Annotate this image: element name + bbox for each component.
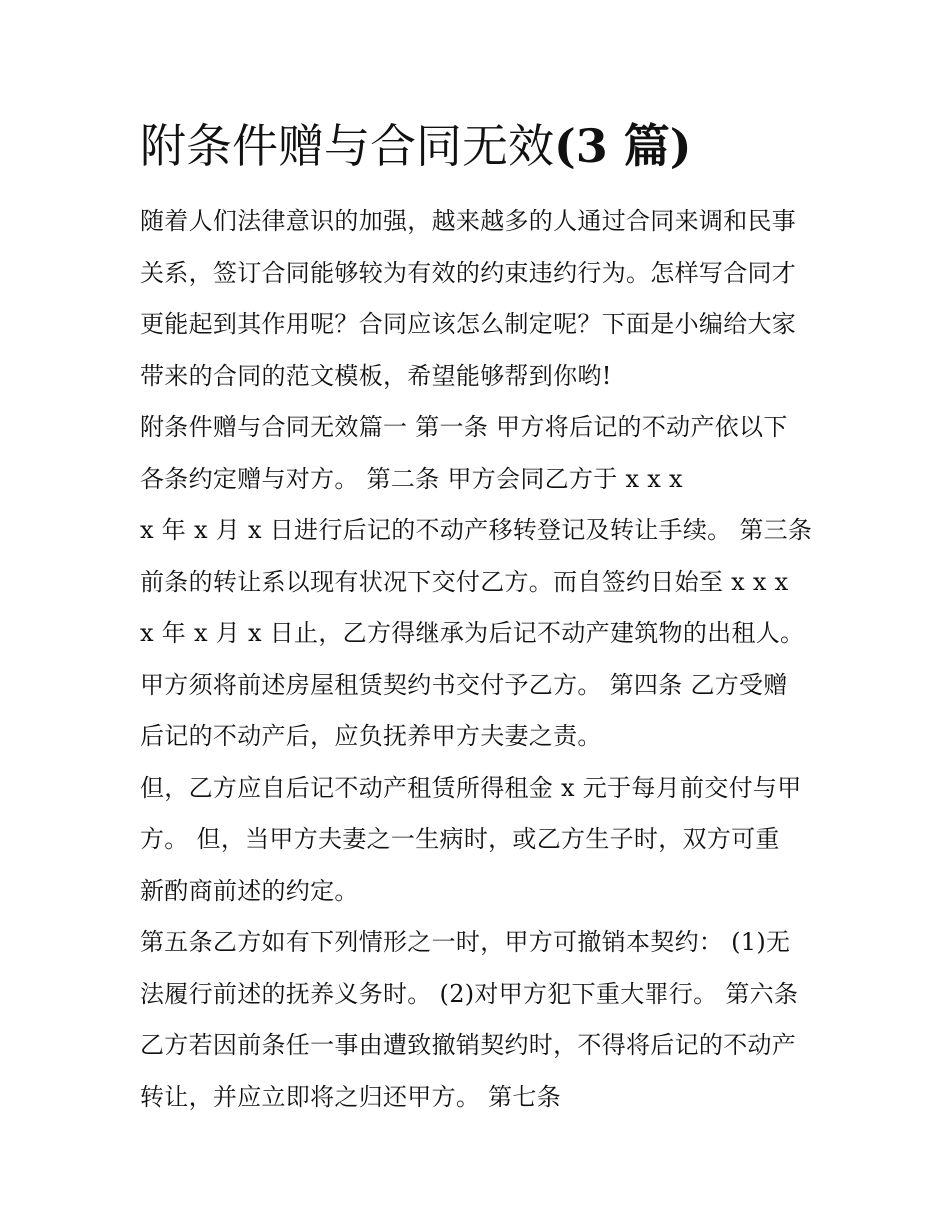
text-line: 前条的转让系以现有状况下交付乙方。而自签约日始至 x x x [140,567,789,596]
text-line: 第五条乙方如有下列情形之一时，甲方可撤销本契约： (1)无 [140,928,791,956]
text-line: 转让，并应立即将之归还甲方。 第七条 [140,1082,562,1111]
text-line: 方。 但，当甲方夫妻之一生病时，或乙方生子时，双方可重 [140,825,780,853]
text-line: 更能起到其作用呢？合同应该怎么制定呢？下面是小编给大家 [140,310,797,338]
text-line: 关系，签订合同能够较为有效的约束违约行为。怎样写合同才 [140,258,797,287]
text-line: 乙方若因前条任一事由遭致撤销契约时，不得将后记的不动产 [140,1031,797,1059]
text-line: x 年 x 月 x 日进行后记的不动产移转登记及转让手续。 第三条 [140,516,813,544]
text-line: x 年 x 月 x 日止，乙方得继承为后记不动产建筑物的出租人。 [140,619,805,647]
text-line: 新酌商前述的约定。 [140,876,359,905]
text-line: 后记的不动产后，应负抚养甲方夫妻之责。 [140,722,602,750]
text-line: 带来的合同的范文模板，希望能够帮到你哟! [140,361,612,390]
title-main: 附条件赠与合同无效 [140,119,554,173]
text-line: 各条约定赠与对方。 第二条 甲方会同乙方于 x x x [140,464,683,493]
text-line: 附条件赠与合同无效篇一 第一条 甲方将后记的不动产依以下 [140,413,788,441]
document-title [140,112,840,180]
text-line: 甲方须将前述房屋租赁契约书交付予乙方。 第四条 乙方受赠 [140,670,788,699]
title-suffix: (3 篇) [554,119,692,173]
text-line: 随着人们法律意识的加强，越来越多的人通过合同来调和民事 [140,207,797,235]
text-line: 法履行前述的抚养义务时。 (2)对甲方犯下重大罪行。 第六条 [140,979,799,1008]
text-line: 但，乙方应自后记不动产租赁所得租金 x 元于每月前交付与甲 [140,773,802,802]
document-body [140,196,820,1123]
